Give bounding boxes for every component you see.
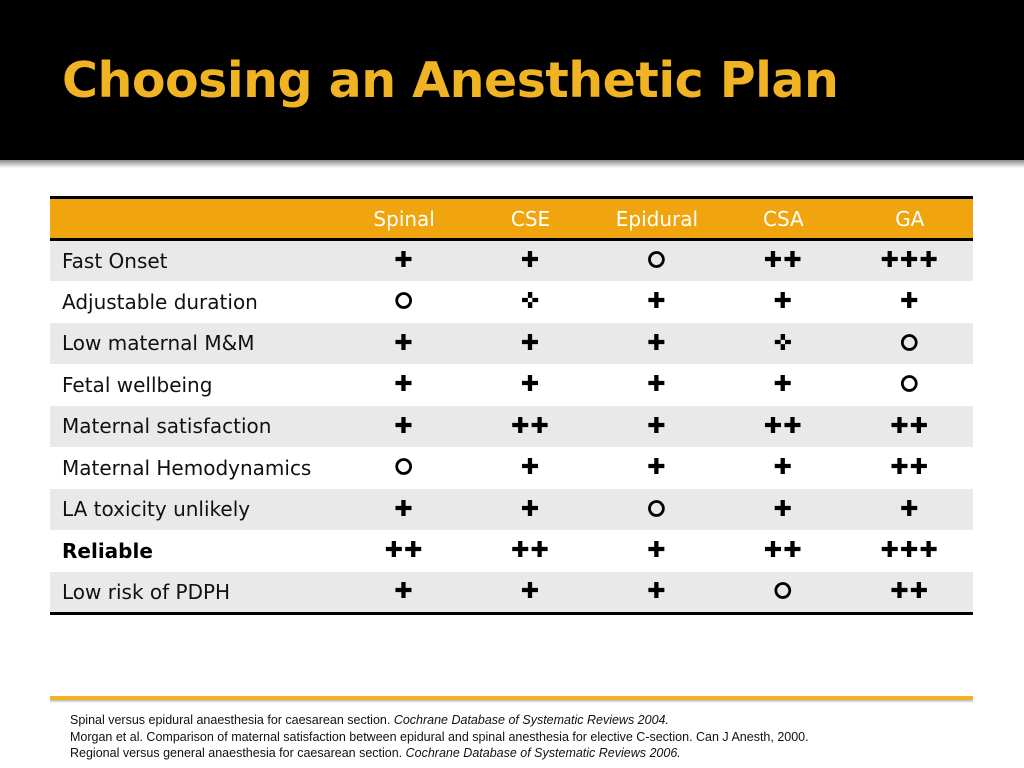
comparison-table — [50, 196, 973, 615]
rating-symbol: ✚ — [647, 579, 667, 605]
rating-symbol: ✚ — [520, 248, 541, 274]
rating-symbol: ✚ — [773, 372, 794, 398]
rating-symbol: ✚✚✚ — [880, 248, 939, 274]
rating-cell — [341, 364, 467, 406]
reference-line — [70, 745, 970, 762]
row-label: Low risk of PDPH — [50, 572, 341, 614]
rating-cell — [467, 406, 593, 448]
rating-cell — [594, 240, 720, 282]
table-header-row — [50, 198, 973, 240]
row-label: Reliable — [50, 530, 341, 572]
table-row — [50, 447, 973, 489]
rating-cell — [341, 281, 467, 323]
rating-cell — [467, 530, 593, 572]
row-label: Fast Onset — [50, 240, 341, 282]
rating-cell — [594, 406, 720, 448]
rating-cell — [847, 364, 973, 406]
rating-cell — [467, 572, 593, 614]
rating-cell — [847, 281, 973, 323]
rating-symbol: ✚✚ — [511, 413, 550, 439]
table-row — [50, 240, 973, 282]
rating-symbol: ✚ — [394, 496, 414, 522]
rating-symbol: ✜ — [520, 289, 541, 315]
rating-symbol: ⭘ — [774, 579, 793, 605]
rating-cell — [341, 489, 467, 531]
table-row — [50, 406, 973, 448]
rating-symbol: ✚ — [647, 372, 667, 398]
rating-cell — [594, 364, 720, 406]
rating-symbol: ✚ — [520, 372, 541, 398]
rating-cell — [341, 447, 467, 489]
rating-symbol: ✚ — [394, 372, 414, 398]
rating-cell — [720, 406, 846, 448]
rating-cell — [341, 572, 467, 614]
rating-symbol: ✚ — [520, 330, 541, 356]
table-row — [50, 530, 973, 572]
rating-symbol: ⭘ — [394, 455, 414, 481]
references — [70, 712, 970, 762]
table-row — [50, 281, 973, 323]
rating-symbol: ⭘ — [900, 330, 920, 356]
header-cell-cse: CSE — [467, 198, 593, 240]
rating-symbol: ✚ — [900, 289, 920, 315]
rating-cell — [720, 364, 846, 406]
rating-symbol: ✚ — [394, 579, 414, 605]
rating-cell — [720, 572, 846, 614]
reference-text: Regional versus general anaesthesia for caesarean section. — [70, 746, 406, 760]
rating-cell — [720, 240, 846, 282]
rating-symbol: ✚✚ — [384, 538, 424, 564]
rating-cell — [341, 406, 467, 448]
rating-symbol: ✚✚ — [763, 413, 803, 439]
title-bar — [0, 0, 1024, 160]
rating-cell — [467, 364, 593, 406]
rating-cell — [847, 447, 973, 489]
rating-symbol: ✚ — [773, 289, 794, 315]
rating-symbol: ✚ — [520, 496, 541, 522]
reference-text: Morgan et al. Comparison of maternal satisfaction between epidural and spinal anesthesia for elective C-section. Can J Anesth, 2000. — [70, 729, 809, 744]
rating-symbol: ⭘ — [647, 248, 667, 274]
rating-symbol: ✚✚ — [890, 579, 930, 605]
table-row — [50, 572, 973, 614]
rating-symbol: ✚✚ — [890, 455, 930, 481]
rating-cell — [594, 281, 720, 323]
slide-title: Choosing an Anesthetic Plan — [62, 52, 839, 109]
rating-cell — [720, 323, 846, 365]
rating-symbol: ✚ — [647, 538, 667, 564]
rating-cell — [847, 530, 973, 572]
rating-symbol: ✚ — [520, 579, 541, 605]
table-row — [50, 489, 973, 531]
reference-source: Cochrane Database of Systematic Reviews 2004. — [393, 713, 669, 727]
rating-symbol: ✚✚ — [890, 413, 930, 439]
rating-symbol: ✚ — [394, 413, 414, 439]
rating-symbol: ✚ — [900, 496, 920, 522]
rating-symbol: ⭘ — [647, 496, 667, 522]
rating-symbol: ✚ — [773, 496, 794, 522]
rating-symbol: ✚ — [647, 455, 667, 481]
rating-symbol: ⭘ — [394, 289, 414, 315]
row-label: Low maternal M&M — [50, 323, 341, 365]
reference-line — [70, 712, 970, 729]
row-label: LA toxicity unlikely — [50, 489, 341, 531]
rating-cell — [467, 447, 593, 489]
rating-symbol: ✜ — [773, 330, 794, 356]
comparison-table-container — [50, 196, 973, 615]
rating-cell — [594, 447, 720, 489]
rating-cell — [720, 447, 846, 489]
rating-symbol: ✚ — [647, 289, 667, 315]
rating-cell — [847, 489, 973, 531]
row-label: Maternal Hemodynamics — [50, 447, 341, 489]
rating-symbol: ✚ — [394, 330, 414, 356]
rating-cell — [467, 281, 593, 323]
header-cell-csa: CSA — [720, 198, 846, 240]
rating-cell — [847, 406, 973, 448]
rating-cell — [720, 489, 846, 531]
header-cell-empty — [50, 198, 341, 240]
rating-cell — [594, 530, 720, 572]
rating-cell — [720, 530, 846, 572]
rating-cell — [467, 323, 593, 365]
rating-symbol: ✚ — [773, 455, 794, 481]
rating-cell — [594, 572, 720, 614]
rating-cell — [341, 240, 467, 282]
reference-source: Cochrane Database of Systematic Reviews 2006. — [405, 746, 681, 760]
rating-cell — [467, 240, 593, 282]
rating-cell — [467, 489, 593, 531]
rating-symbol: ✚ — [647, 413, 667, 439]
header-cell-spinal: Spinal — [341, 198, 467, 240]
rating-symbol: ⭘ — [900, 372, 920, 398]
rating-symbol: ✚✚ — [763, 538, 803, 564]
rating-cell — [594, 489, 720, 531]
rating-cell — [847, 323, 973, 365]
table-row — [50, 323, 973, 365]
row-label: Adjustable duration — [50, 281, 341, 323]
rating-symbol: ✚ — [520, 455, 541, 481]
rating-symbol: ✚✚ — [763, 248, 803, 274]
rating-symbol: ✚✚✚ — [880, 538, 939, 564]
rating-cell — [720, 281, 846, 323]
rating-cell — [594, 323, 720, 365]
reference-line — [70, 729, 970, 746]
rating-symbol: ✚ — [647, 330, 667, 356]
rating-cell — [341, 530, 467, 572]
header-cell-epidural: Epidural — [594, 198, 720, 240]
footer-divider — [50, 696, 973, 700]
table-row — [50, 364, 973, 406]
rating-symbol: ✚ — [394, 248, 414, 274]
header-cell-ga: GA — [847, 198, 973, 240]
row-label: Maternal satisfaction — [50, 406, 341, 448]
rating-cell — [847, 240, 973, 282]
rating-symbol: ✚✚ — [511, 538, 550, 564]
rating-cell — [847, 572, 973, 614]
row-label: Fetal wellbeing — [50, 364, 341, 406]
rating-cell — [341, 323, 467, 365]
reference-text: Spinal versus epidural anaesthesia for caesarean section. — [70, 713, 394, 727]
